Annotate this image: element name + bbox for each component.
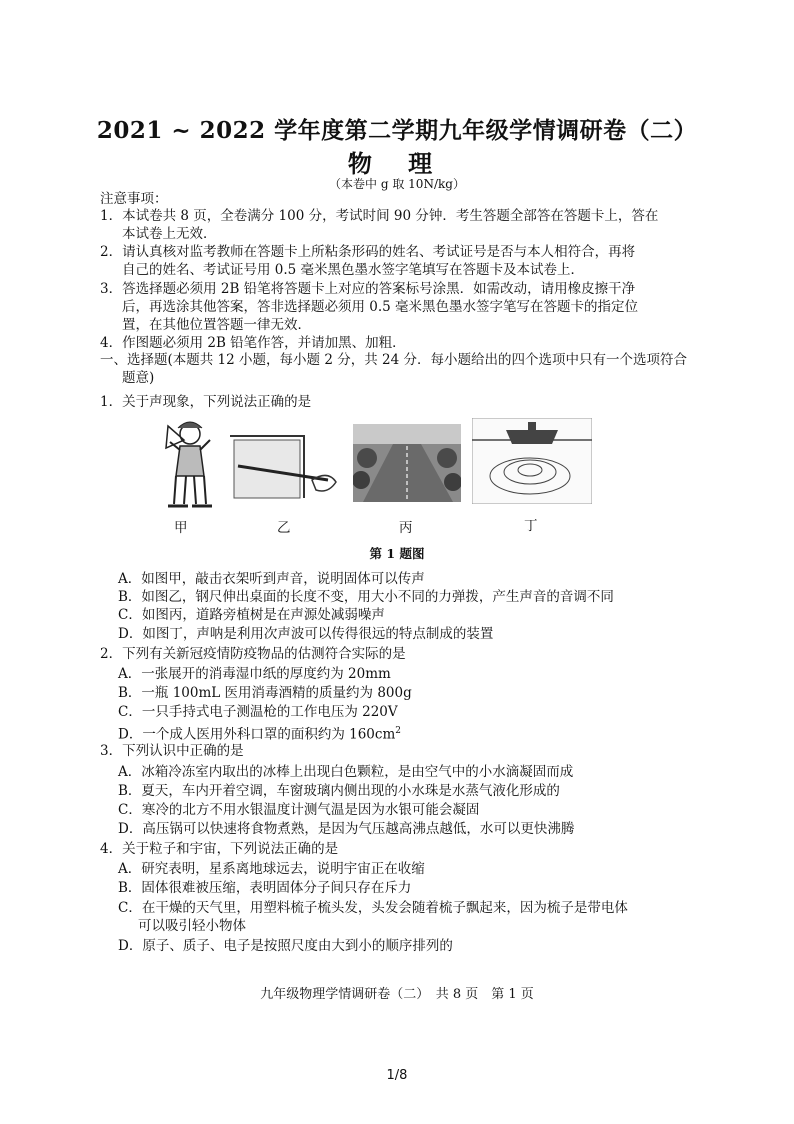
figure-ding-ship-sonar <box>472 418 592 504</box>
page-footer: 九年级物理学情调研卷（二） 共 8 页 第 1 页 <box>260 987 534 1002</box>
notice-item-3-line-1: 3．答选择题必须用 2B 铅笔将答题卡上对应的答案标号涂黑．如需改动，请用橡皮擦干净 <box>100 281 636 297</box>
q3-stem: 3．下列认识中正确的是 <box>100 743 244 759</box>
q2-option-d: D．一个成人医用外科口罩的面积约为 $160cm^2$ <box>118 726 401 743</box>
q3-option-c: C．寒冷的北方不用水银温度计测气温是因为水银可能会凝固 <box>118 802 480 818</box>
q4-option-b: B．固体很难被压缩，表明固体分子间只存在斥力 <box>118 880 412 896</box>
figure-bing-road-trees <box>353 424 461 502</box>
q3-option-a: A．冰箱冷冻室内取出的冰棒上出现白色颗粒，是由空气中的小水滴凝固而成 <box>118 764 574 780</box>
notice-item-1-line-1: 1．本试卷共 8 页，全卷满分 100 分，考试时间 90 分钟．考生答题全部答在答题卡上，答在 <box>100 208 659 224</box>
section1-line-1: 一、选择题(本题共 12 小题，每小题 2 分，共 24 分．每小题给出的四个选项中只有一个选项符合 <box>100 352 687 368</box>
figure-yi-ruler-table <box>228 432 344 502</box>
notice-item-1-line-2: 本试卷上无效． <box>122 226 217 242</box>
figure-label-ding: 丁 <box>524 518 538 534</box>
q2-option-a: A．一张展开的消毒湿巾纸的厚度约为 20mm <box>118 666 391 682</box>
q4-option-d: D．原子、质子、电子是按照尺度由大到小的顺序排列的 <box>118 938 453 954</box>
q1-stem: 1．关于声现象，下列说法正确的是 <box>100 394 312 410</box>
q2-option-b: B．一瓶 100mL 医用消毒酒精的质量约为 800g <box>118 685 412 701</box>
q2-stem: 2．下列有关新冠疫情防疫物品的估测符合实际的是 <box>100 646 406 662</box>
q3-option-d: D．高压锅可以快速将食物煮熟，是因为气压越高沸点越低，水可以更快沸腾 <box>118 821 575 837</box>
q3-option-b: B．夏天，车内开着空调，车窗玻璃内侧出现的小水珠是水蒸气液化形成的 <box>118 783 560 799</box>
q2-option-d-exponent: 2 <box>395 726 401 736</box>
q1-option-b: B．如图乙，钢尺伸出桌面的长度不变，用大小不同的力弹拨，产生声音的音调不同 <box>118 589 614 605</box>
notice-item-3-line-3: 置，在其他位置答题一律无效． <box>122 317 311 333</box>
notice-heading: 注意事项： <box>100 191 168 207</box>
notice-item-2-line-2: 自己的姓名、考试证号用 0.5 毫米黑色墨水签字笔填写在答题卡及本试卷上． <box>122 262 585 278</box>
q4-stem: 4．关于粒子和宇宙，下列说法正确的是 <box>100 841 339 857</box>
q1-option-d: D．如图丁，声呐是利用次声波可以传得很远的特点制成的装置 <box>118 626 494 642</box>
q2-option-c: C．一只手持式电子测温枪的工作电压为 220V <box>118 704 398 720</box>
q4-option-c-line-2: 可以吸引轻小物体 <box>138 918 246 934</box>
notice-item-4-line-1: 4．作图题必须用 2B 铅笔作答，并请加黑、加粗． <box>100 335 406 351</box>
figure-caption: 第 1 题图 <box>369 546 425 561</box>
q4-option-c-line-1: C．在干燥的天气里，用塑料梳子梳头发，头发会随着梳子飘起来，因为梳子是带电体 <box>118 900 628 916</box>
figure-jia-person-hanger <box>158 418 222 513</box>
q1-option-c: C．如图丙，道路旁植树是在声源处减弱噪声 <box>118 607 385 623</box>
section1-line-2: 题意) <box>122 370 155 386</box>
notice-item-3-line-2: 后，再选涂其他答案，答非选择题必须用 0.5 毫米黑色墨水签字笔写在答题卡的指定位 <box>122 299 639 315</box>
figure-label-bing: 丙 <box>399 520 413 536</box>
q4-option-a: A．研究表明，星系离地球远去，说明宇宙正在收缩 <box>118 861 425 877</box>
notice-item-2-line-1: 2．请认真核对监考教师在答题卡上所粘条形码的姓名、考试证号是否与本人相符合，再将 <box>100 244 636 260</box>
exam-title: 2021 ~ 2022 学年度第二学期九年级学情调研卷（二） <box>96 117 698 144</box>
q1-option-a: A．如图甲，敲击衣架听到声音，说明固体可以传声 <box>118 571 425 587</box>
subject-title: 物 理 <box>347 149 447 178</box>
figure-label-yi: 乙 <box>277 520 291 536</box>
page-number: 1/8 <box>386 1068 408 1083</box>
gravity-note: （本卷中 g 取 10N/kg） <box>329 177 465 191</box>
figure-label-jia: 甲 <box>174 520 188 536</box>
